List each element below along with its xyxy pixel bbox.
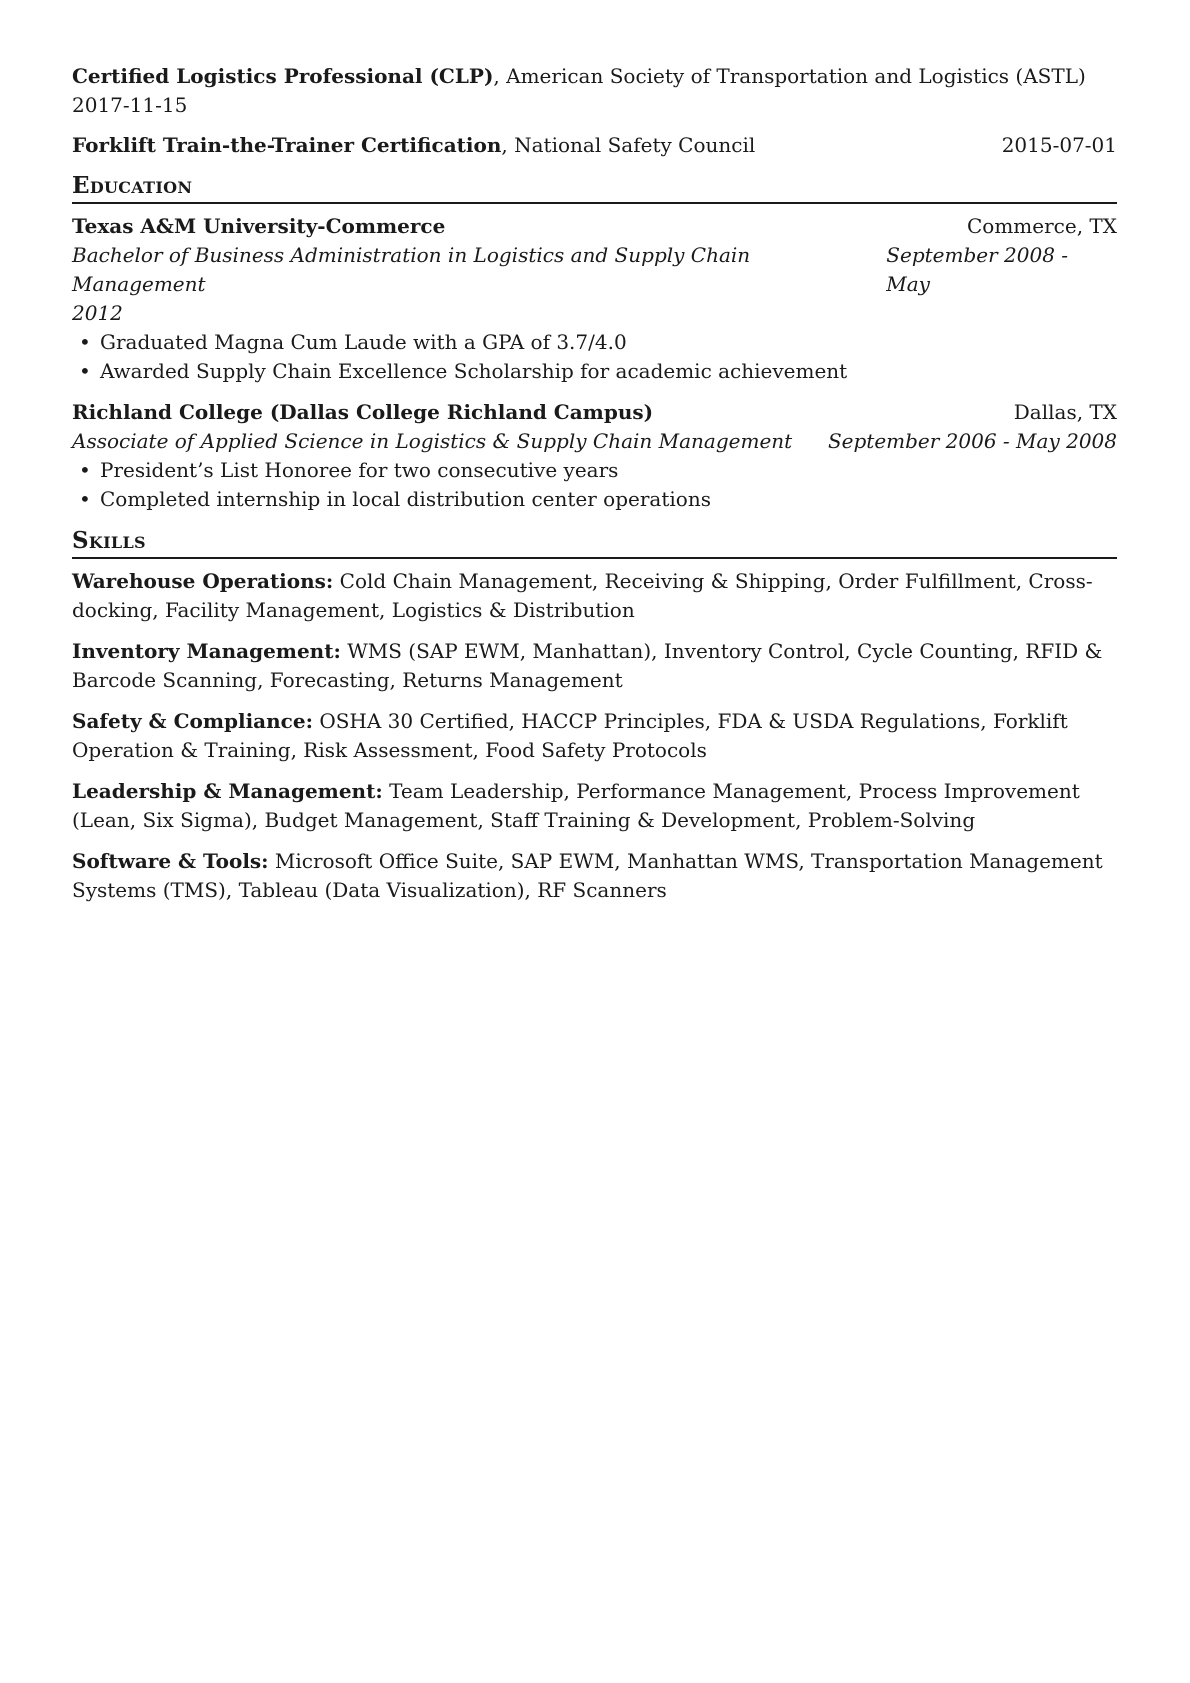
skills-heading: Skills [72, 526, 1117, 559]
skill-text: WMS (SAP EWM, Manhattan), Inventory Control, Cycle Counting, RFID & Barcode Scanning, Forecasting, Returns Management [72, 639, 1103, 692]
list-item: • Graduated Magna Cum Laude with a GPA of 3.7/4.0 [72, 328, 1117, 357]
skill-item [72, 847, 1117, 905]
skill-label: Leadership & Management: [72, 779, 383, 803]
certification-item [72, 131, 1117, 160]
degree-dates-continued: 2012 [72, 301, 123, 325]
skill-text: Team Leadership, Performance Management, Process Improvement (Lean, Six Sigma), Budget Management, Staff Training & Development, Problem-Solving [72, 779, 1080, 832]
school-location: Commerce, TX [967, 214, 1117, 238]
degree-name: Bachelor of Business Administration in Logistics and Supply Chain Management [72, 243, 751, 296]
list-item: • Completed internship in local distribution center operations [72, 485, 1117, 514]
education-entry [72, 212, 1117, 386]
education-bullets [72, 456, 1117, 514]
education-entry [72, 398, 1117, 514]
degree-name: Associate of Applied Science in Logistics & Supply Chain Management [72, 429, 793, 453]
certification-name: Forklift Train-the-Trainer Certification [72, 133, 502, 157]
certification-issuer: , National Safety Council [501, 133, 756, 157]
education-heading: Education [72, 171, 1117, 204]
skill-label: Software & Tools: [72, 849, 269, 873]
certification-item [72, 62, 1117, 120]
skill-item [72, 707, 1117, 765]
skill-item [72, 777, 1117, 835]
certification-line [72, 62, 1117, 91]
skill-text: Microsoft Office Suite, SAP EWM, Manhattan WMS, Transportation Management Systems (TMS), Tableau (Data Visualization), RF Scanners [72, 849, 1103, 902]
degree-row [72, 427, 1117, 456]
certification-issuer: , American Society of Transportation and Logistics (ASTL) [493, 64, 1086, 88]
certification-date: 2017-11-15 [72, 93, 188, 117]
certification-line [72, 131, 755, 160]
degree-dates: September 2006 - May 2008 [827, 429, 1117, 453]
list-item: • President’s List Honoree for two consecutive years [72, 456, 1117, 485]
school-name: Texas A&M University-Commerce [72, 214, 446, 238]
skill-label: Safety & Compliance: [72, 709, 313, 733]
certification-name: Certified Logistics Professional (CLP) [72, 64, 494, 88]
degree-row [72, 241, 1117, 299]
resume-page [72, 62, 1117, 917]
skill-text: Cold Chain Management, Receiving & Shipping, Order Fulfillment, Cross-docking, Facility Management, Logistics & Distribution [72, 569, 1093, 622]
education-header [72, 398, 1117, 427]
school-location: Dallas, TX [1013, 400, 1117, 424]
education-bullets [72, 328, 1117, 386]
skill-text: OSHA 30 Certified, HACCP Principles, FDA & USDA Regulations, Forklift Operation & Training, Risk Assessment, Food Safety Protocols [72, 709, 1068, 762]
skill-label: Warehouse Operations: [72, 569, 334, 593]
list-item: • Awarded Supply Chain Excellence Scholarship for academic achievement [72, 357, 1117, 386]
skill-item [72, 637, 1117, 695]
skill-label: Inventory Management: [72, 639, 341, 663]
education-header [72, 212, 1117, 241]
certification-date: 2015-07-01 [1001, 133, 1117, 157]
degree-dates: September 2008 - May [886, 243, 1069, 296]
skill-item [72, 567, 1117, 625]
school-name: Richland College (Dallas College Richland Campus) [72, 400, 654, 424]
